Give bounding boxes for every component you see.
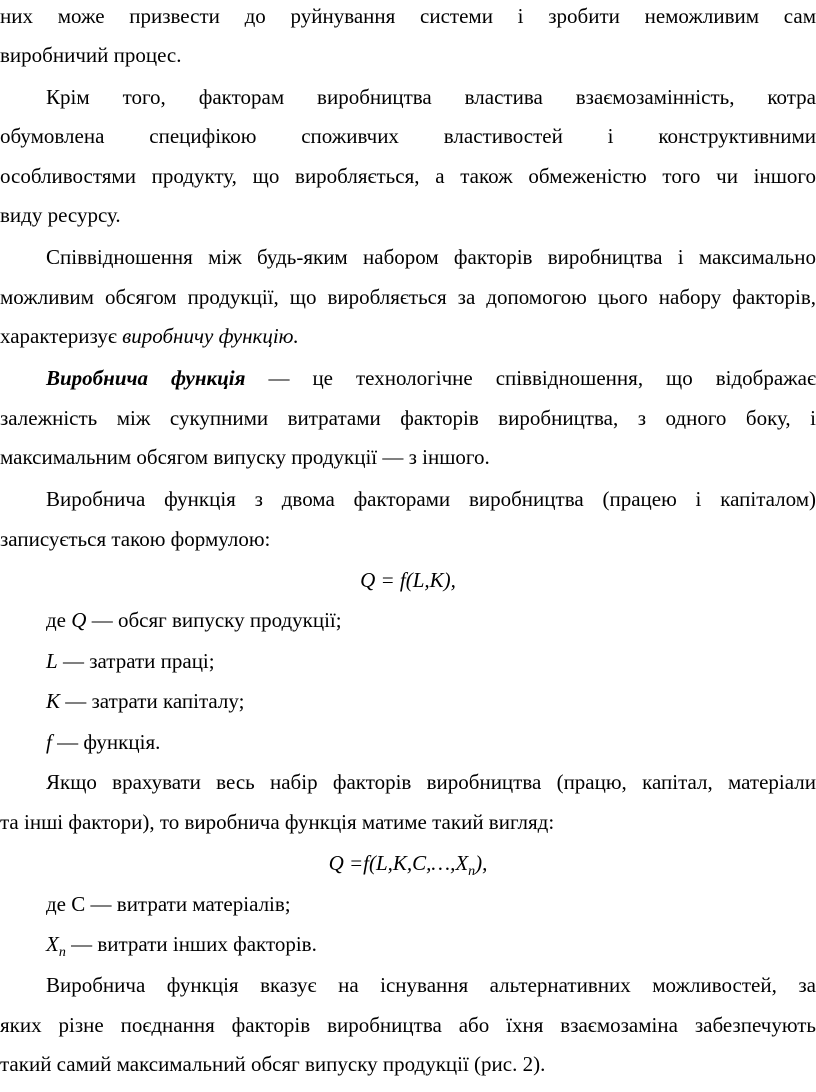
def-desc: — затрати праці; [57,649,215,673]
symbol-l: L [46,649,58,673]
def-desc: — функція. [51,730,161,754]
definition-line-3: максимальним обсягом випуску продукції — з іншого. [0,445,490,469]
paragraph-7-line-3: такий самий максимальний обсяг випуску продукції (рис. 2). [0,1052,546,1076]
def-desc: — витрати інших факторів. [65,932,317,956]
paragraph-2-line-4: виду ресурсу. [0,203,121,227]
definition-c [0,892,816,916]
def-prefix: де [46,892,72,916]
paragraph-2-line-3: особливостями продукту, що виробляється, а також обмеженістю того чи іншого [0,164,816,188]
definition-line-2: залежність між сукупними витратами факторів виробництва, з одного боку, і [0,406,816,430]
def-desc: — витрати матеріалів; [85,892,291,916]
definition-xn [0,932,816,961]
paragraph-6-line-1: Якщо врахувати весь набір факторів виробництва (працю, капітал, матеріали [46,770,816,794]
def-desc: — обсяг випуску продукції; [86,608,342,632]
definition-l [0,649,816,673]
definition-term: Виробнича функція [46,366,246,390]
formula-2 [0,851,816,880]
paragraph-5-line-2: записується такою формулою: [0,527,271,551]
definition-q [0,608,816,632]
symbol-c: С [71,892,86,916]
definition-f [0,730,816,754]
formula-1: Q = f(L,K), [360,568,456,592]
term-production-function: виробничу функцію. [122,324,299,348]
symbol-x: X [46,932,59,956]
formula-2-main: Q =f(L,K,C,…,X [328,851,469,875]
formula-2-subscript: n [468,864,476,880]
definition-text: — це технологічне співвідношення, що відображає [245,366,816,390]
paragraph-1-line-2: виробничий процес. [0,43,182,67]
def-prefix: де [46,608,72,632]
def-desc: — затрати капіталу; [60,689,245,713]
paragraph-3-text: характеризує [0,324,123,348]
formula-2-end: ), [475,851,488,875]
paragraph-1-line-1: них може призвести до руйнування системи і зробити неможливим сам [0,4,816,28]
paragraph-3-line-2: можливим обсягом продукції, що виробляється за допомогою цього набору факторів, [0,285,816,309]
paragraph-5-line-1: Виробнича функція з двома факторами виробництва (працею і капіталом) [46,487,816,511]
paragraph-3-line-1: Співвідношення між будь-яким набором факторів виробництва і максимально [46,245,816,269]
definition-line-1 [0,366,816,390]
paragraph-7-line-2: яких різне поєднання факторів виробництва або їхня взаємозаміна забезпечують [0,1013,816,1037]
definition-k [0,689,816,713]
paragraph-7-line-1: Виробнича функція вказує на існування альтернативних можливостей, за [46,973,816,997]
paragraph-6-line-2: та інші фактори), то виробнича функція матиме такий вигляд: [0,810,555,834]
paragraph-2-line-1: Крім того, факторам виробництва властива взаємозамінність, котра [46,85,816,109]
symbol-k: K [46,689,61,713]
symbol-f: f [46,730,52,754]
symbol-x-subscript: n [58,945,66,961]
symbol-q: Q [71,608,87,632]
paragraph-2-line-2: обумовлена специфікою споживчих властивостей і конструктивними [0,124,816,148]
paragraph-3-line-3 [0,324,816,348]
